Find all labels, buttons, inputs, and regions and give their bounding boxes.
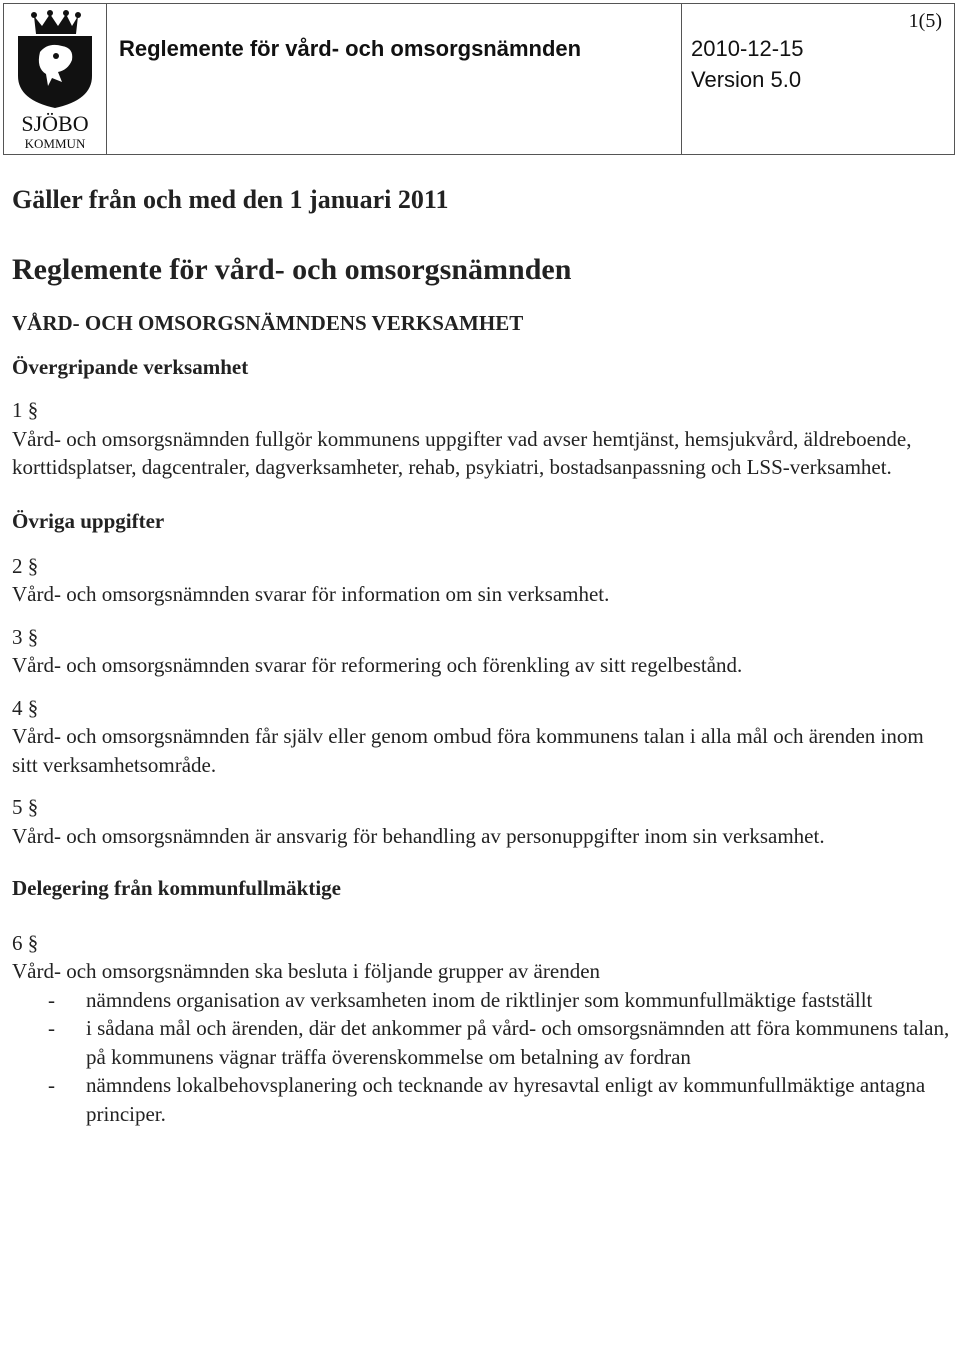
heading-overgripande: Övergripande verksamhet: [12, 355, 249, 379]
header-version: Version 5.0: [691, 67, 802, 92]
paragraph-text-4: Vård- och omsorgsnämnden får själv eller genom ombud föra kommunens talan i alla mål och ärenden inom sitt verksamhetsområde.: [12, 724, 924, 777]
heading-ovriga: Övriga uppgifter: [12, 508, 165, 533]
delegation-list: [12, 986, 952, 1129]
paragraph-number-6: 6 §: [12, 930, 39, 955]
logo-cell: [4, 4, 107, 154]
list-item-text: nämndens lokalbehovsplanering och tecknande av hyresavtal enligt av kommunfullmäktige antagna principer.: [86, 1073, 926, 1126]
list-item: [12, 1014, 952, 1071]
list-item: [12, 1071, 952, 1128]
header-meta-cell: [681, 4, 954, 154]
paragraph-number-4: 4 §: [12, 695, 39, 720]
heading-delegering: Delegering från kommunfullmäktige: [12, 876, 341, 900]
paragraph-number-5: 5 §: [12, 795, 39, 819]
header-title-cell: [106, 4, 682, 154]
header-title: Reglemente för vård- och omsorgsnämnden: [119, 36, 582, 61]
paragraph-text-1: Vård- och omsorgsnämnden fullgör kommunens uppgifter vad avser hemtjänst, hemsjukvård, äldreboende, korttidsplatser, dagcentraler, dagverksamheter, rehab, psykiatri, bostadsanpassning och LSS-verksamhet.: [12, 426, 912, 479]
paragraph-text-3: Vård- och omsorgsnämnden svarar för reformering och förenkling av sitt regelbestånd.: [12, 653, 743, 677]
logo-text-sjobo: SJÖBO: [21, 111, 89, 136]
document-body: [12, 180, 952, 1128]
paragraph-text-2: Vård- och omsorgsnämnden svarar för information om sin verksamhet.: [12, 582, 610, 606]
document-header: [3, 3, 955, 155]
paragraph-number-2: 2 §: [12, 553, 39, 578]
logo-text-kommun: KOMMUN: [24, 136, 86, 150]
sjobo-kommun-logo: [12, 8, 98, 150]
page-number: 1(5): [908, 10, 942, 32]
list-dash: -: [48, 1073, 55, 1097]
list-dash: -: [48, 1016, 55, 1040]
document-title: Reglemente för vård- och omsorgsnämnden: [12, 253, 572, 286]
paragraph-number-3: 3 §: [12, 624, 39, 649]
paragraph-text-6: Vård- och omsorgsnämnden ska besluta i följande grupper av ärenden: [12, 959, 601, 983]
list-dash: -: [48, 987, 55, 1012]
valid-from-heading: Gäller från och med den 1 januari 2011: [12, 185, 449, 214]
paragraph-text-5: Vård- och omsorgsnämnden är ansvarig för behandling av personuppgifter inom sin verksamhet.: [12, 823, 825, 848]
header-date: 2010-12-15: [691, 36, 804, 61]
list-item-text: i sådana mål och ärenden, där det ankommer på vård- och omsorgsnämnden att föra kommunens talan, på kommunens vägnar träffa överenskommelse om betalning av fordran: [86, 1016, 950, 1069]
list-item: [12, 986, 952, 1015]
paragraph-number-1: 1 §: [12, 398, 39, 422]
section-heading-caps: VÅRD- OCH OMSORGSNÄMNDENS VERKSAMHET: [12, 311, 524, 335]
list-item-text: nämndens organisation av verksamheten inom de riktlinjer som kommunfullmäktige fastställt: [86, 987, 873, 1012]
